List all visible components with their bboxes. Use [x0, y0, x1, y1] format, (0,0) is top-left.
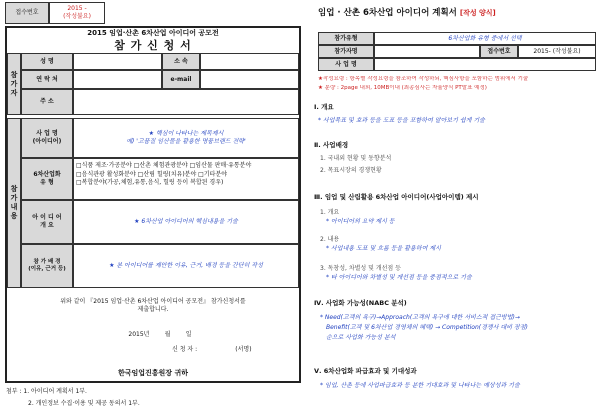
section-title: Ⅴ. 6차산업화 파급효과 및 기대성과: [314, 367, 417, 375]
name-label: 성 명: [21, 53, 73, 70]
section-title: Ⅲ. 임업 및 산림활용 6차산업 아이디어(사업아이템) 제시: [314, 193, 479, 201]
business-name-label: 사 업 명 (아이디어): [21, 118, 73, 158]
doc-title-text: 임업 · 산촌 6차산업 아이디어 계획서: [318, 8, 457, 18]
name-field[interactable]: [73, 53, 162, 70]
section-item: 2. 목표시장의 경쟁현황: [320, 167, 382, 174]
type-option-row[interactable]: □복합분야(가공,체험,유통,음식, 힐링 등이 복합된 경우): [76, 179, 224, 186]
type-label: 6차산업화 유 형: [21, 158, 73, 200]
content-group-label: 참 가 내 용: [7, 118, 21, 288]
plan-receipt-label: 접수번호: [480, 45, 518, 58]
receipt-value: 2015 - (작성불요): [49, 2, 105, 24]
section-note: * 사업내용 도표 및 흐름 등을 활용하여 제시: [326, 245, 441, 252]
plan-applicant-label: 참가자명: [318, 45, 374, 58]
section-title: Ⅰ. 개요: [314, 103, 334, 111]
section-item: 1. 국내외 현황 및 동향분석: [320, 155, 392, 162]
type-option-row[interactable]: □식품 제조·가공분야 □산촌 체험관광분야 □임산물 판매·유통분야: [76, 162, 252, 169]
doc-title: [318, 6, 598, 20]
section-note: * 아이디어의 요약 제시 등: [326, 218, 395, 225]
date-line: 2015년 월 일: [128, 331, 192, 338]
recipient: 한국임업진흥원장 귀하: [117, 368, 189, 377]
plan-type-field[interactable]: 6차산업화 유형 중에서 선택: [374, 32, 596, 45]
doc-title-suffix: [작성 양식]: [459, 9, 496, 17]
type-option-row[interactable]: □음식관광 활성화분야 □산림 힐링(치유)분야 □기타분야: [76, 170, 228, 178]
contest-title: 2015 임업·산촌 6차산업 아이디어 공모전: [87, 28, 219, 37]
business-name-hint[interactable]: ★ 핵심이 나타나는 제목제시 예) '고품질 임산물을 활용한 명품브랜드 전략': [73, 118, 299, 158]
section-note: * 사업목표 및 효과 등을 도표 등을 포함하여 알아보기 쉽게 기술: [318, 117, 485, 124]
affiliation-label: 소 속: [162, 53, 200, 70]
section-note: * 타 아이디어와 차별성 및 개선점 등을 중점적으로 기술: [326, 274, 472, 281]
section-item: 2. 내용: [320, 236, 340, 243]
email-field[interactable]: [200, 70, 299, 89]
idea-overview-label: 아 이 디 어 개 요: [21, 200, 73, 244]
email-label: e-mail: [162, 70, 200, 89]
plan-document: [310, 0, 600, 417]
section-item: 1. 개요: [320, 209, 340, 216]
receipt-label: 접수번호: [5, 2, 49, 24]
background-hint[interactable]: ★ 본 아이디어를 제안한 이유, 근거, 배경 등을 간단히 작성: [73, 244, 299, 288]
plan-business-label: 사 업 명: [318, 58, 374, 71]
attachment-2: 2. 개인정보 수집·이용 및 제공 동의서 1부.: [28, 400, 140, 407]
section-note: Benefit(고객 및 6차산업 경영체의 혜택) → Competition(경쟁사 대비 장점): [326, 324, 528, 331]
plan-type-label: 참가유형: [318, 32, 374, 45]
plan-receipt-value: 2015- (작성불요): [518, 45, 596, 58]
contact-label: 연 락 처: [21, 70, 73, 89]
form-title: 참 가 신 청 서: [114, 39, 192, 52]
declaration-text: 위와 같이 『2015 임업·산촌 6차산업 아이디어 공모전』 참가신청서를 제출합니다.: [60, 298, 246, 313]
writing-note-1: ★작성요령 : 항목별 작성요령을 참조하여 작성하되, 핵심사항을 포함하는 범위에서 기술: [318, 76, 529, 82]
section-title: Ⅱ. 사업배경: [314, 141, 349, 149]
section-title: Ⅳ. 사업화 가능성(NABC 분석): [314, 299, 407, 307]
address-label: 주 소: [21, 89, 73, 115]
section-note: 순으로 사업화 가능성 분석: [326, 334, 396, 341]
section-note: * 임업, 산촌 등에 사업파급효과 등 분한 기대효과 및 나타나는 예상성과 기술: [320, 382, 520, 389]
plan-applicant-field[interactable]: [374, 45, 480, 58]
attachment-1: 첨부 : 1. 아이디어 계획서 1부.: [6, 388, 87, 395]
idea-overview-hint[interactable]: ★ 6차산업 아이디어의 핵심내용을 기술: [73, 200, 299, 244]
writing-note-2: ★ 분량 : 2page 내외, 10MB이내 (최종심사는 자율양식 PT발표 예정): [318, 85, 487, 91]
applicant-group-label: 참 가 자: [7, 53, 21, 115]
background-label: 참 가 배 경 (이유, 근거 등): [21, 244, 73, 288]
contact-field[interactable]: [73, 70, 162, 89]
address-field[interactable]: [73, 89, 299, 115]
section-item: 3. 독창성, 차별성 및 개선점 등: [320, 265, 401, 272]
section-note: * Need(고객의 욕구)→Approach(고객의 욕구에 대한 서비스적 접근방법)→: [320, 314, 520, 321]
plan-business-field[interactable]: [374, 58, 596, 71]
affiliation-field[interactable]: [200, 53, 299, 70]
applicant-signature: 신 청 자 : (서명): [172, 346, 252, 353]
type-options: [73, 158, 299, 200]
